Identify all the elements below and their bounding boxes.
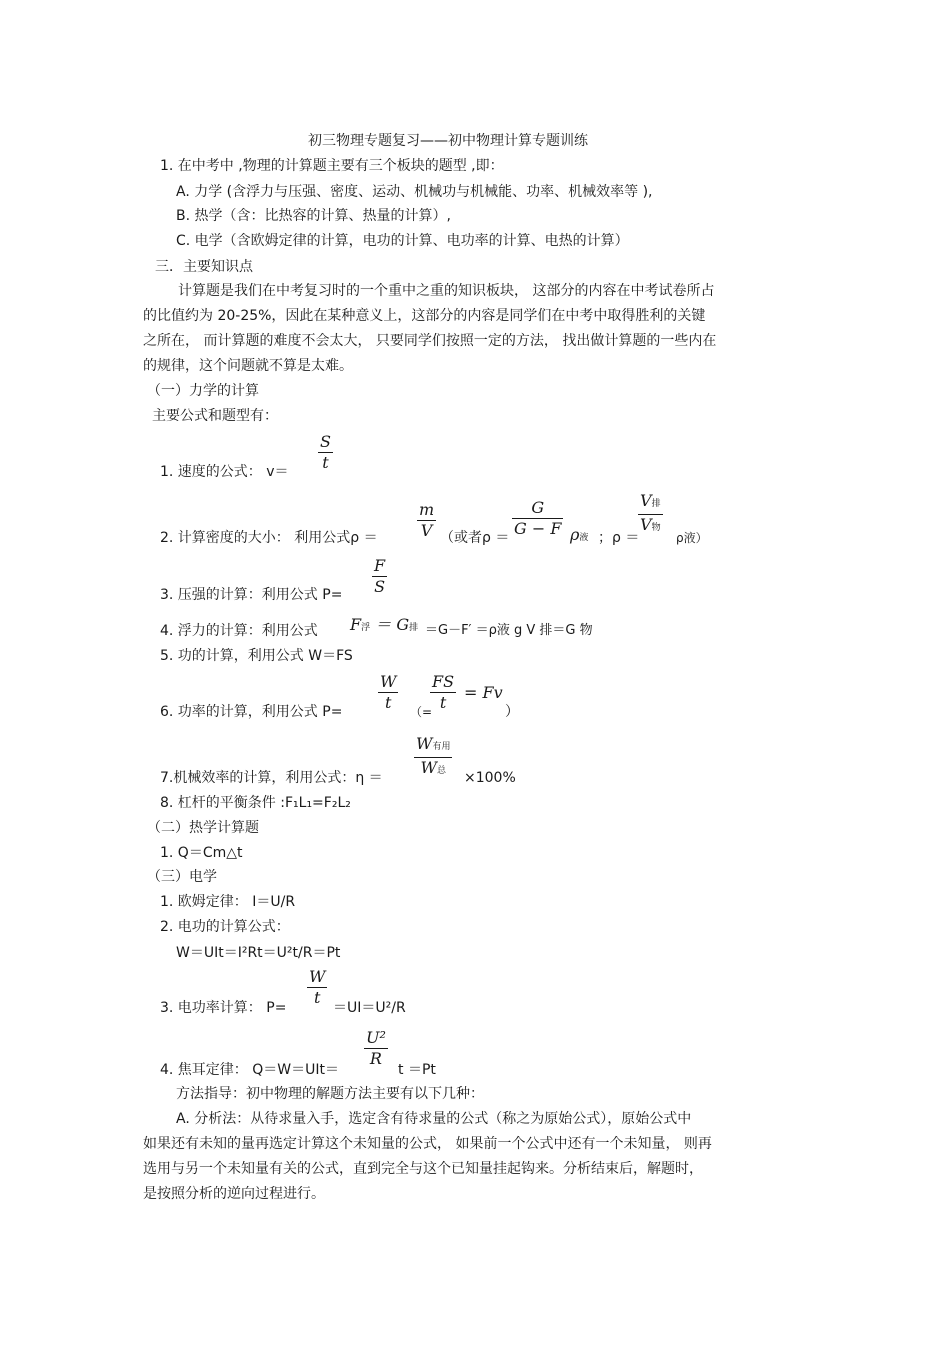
density-formula-end: ρ液） bbox=[676, 531, 708, 545]
buoyancy-formula-symbols: F浮 ＝ G排 bbox=[350, 615, 419, 634]
paragraph-line: 的比值约为 20-25%，因此在某种意义上，这部分的内容是同学们在中考中取得胜利的关键 bbox=[143, 308, 706, 324]
fraction-denominator: G − F bbox=[514, 519, 562, 538]
joule-law-fraction bbox=[364, 1028, 388, 1069]
efficiency-fraction bbox=[414, 734, 452, 781]
electric-power-tail: ＝UI＝U²/R bbox=[333, 1000, 406, 1016]
power-formula-open: （= bbox=[410, 705, 433, 719]
fraction-denominator: t bbox=[439, 693, 447, 712]
fraction-numerator: FS bbox=[432, 672, 455, 691]
density-fraction-3 bbox=[638, 491, 663, 538]
lever-formula: 8. 杠杆的平衡条件 :F₁L₁=F₂L₂ bbox=[160, 795, 351, 811]
joule-law-tail: t ＝Pt bbox=[398, 1062, 436, 1078]
fraction-denominator: W总 bbox=[420, 758, 446, 777]
fraction-denominator: R bbox=[369, 1049, 382, 1068]
fraction-numerator: V排 bbox=[640, 491, 661, 510]
fraction-numerator: m bbox=[419, 500, 435, 519]
fraction-numerator: S bbox=[320, 432, 331, 451]
fraction-numerator: U² bbox=[366, 1028, 386, 1047]
power-formula-tail: = Fv bbox=[464, 683, 503, 702]
intro-item-b: B. 热学（含：比热容的计算、热量的计算）, bbox=[176, 208, 451, 224]
electric-work-label: 2. 电功的计算公式： bbox=[160, 919, 290, 935]
electric-heading: （三）电学 bbox=[147, 869, 217, 885]
work-formula: 5. 功的计算，利用公式 W＝FS bbox=[160, 648, 353, 664]
density-formula-semi: ；ρ ＝ bbox=[598, 530, 640, 546]
intro-item-1: 1. 在中考中 ,物理的计算题主要有三个板块的题型 ,即： bbox=[160, 158, 504, 174]
speed-formula-label: 1. 速度的公式： v＝ bbox=[160, 464, 289, 480]
paragraph-line: 计算题是我们在中考复习时的一个重中之重的知识板块， 这部分的内容在中考试卷所占 bbox=[178, 283, 715, 299]
electric-power-fraction bbox=[307, 967, 327, 1008]
methods-line: 是按照分析的逆向过程进行。 bbox=[143, 1186, 325, 1202]
fraction-denominator: t bbox=[385, 693, 392, 712]
buoyancy-formula-label: 4. 浮力的计算：利用公式 bbox=[160, 623, 318, 639]
electric-power-label: 3. 电功率计算： P= bbox=[160, 1000, 287, 1016]
power-fraction-2 bbox=[430, 672, 456, 713]
methods-line: 选用与另一个未知量有关的公式，直到完全与这个已知量挂起钩来。分析结束后，解题时， bbox=[143, 1161, 703, 1177]
heat-heading: （二）热学计算题 bbox=[147, 820, 259, 836]
fraction-denominator: S bbox=[374, 577, 386, 596]
fraction-numerator: F bbox=[374, 556, 386, 575]
pressure-formula-label: 3. 压强的计算：利用公式 P= bbox=[160, 587, 343, 603]
fraction-denominator: t bbox=[314, 988, 321, 1007]
joule-law-label: 4. 焦耳定律： Q＝W＝UIt＝ bbox=[160, 1062, 339, 1078]
rho-symbol: ρ液 bbox=[570, 525, 589, 544]
intro-item-a: A. 力学 (含浮力与压强、密度、运动、机械功与机械能、功率、机械效率等 ), bbox=[176, 184, 653, 200]
pressure-fraction bbox=[372, 556, 387, 597]
mechanics-subheading: 主要公式和题型有： bbox=[152, 408, 278, 424]
density-fraction-2 bbox=[512, 498, 563, 539]
page-title: 初三物理专题复习——初中物理计算专题训练 bbox=[308, 133, 588, 149]
methods-line: A. 分析法：从待求量入手，选定含有待求量的公式（称之为原始公式），原始公式中 bbox=[176, 1111, 692, 1127]
methods-line: 如果还有未知的量再选定计算这个未知量的公式， 如果前一个公式中还有一个未知量， 则再 bbox=[143, 1136, 712, 1152]
ohm-law: 1. 欧姆定律： I＝U/R bbox=[160, 894, 296, 910]
density-fraction-1 bbox=[417, 500, 436, 541]
methods-heading: 方法指导：初中物理的解题方法主要有以下几种： bbox=[176, 1086, 484, 1102]
speed-fraction bbox=[318, 432, 333, 473]
efficiency-formula-tail: ×100% bbox=[464, 770, 516, 786]
fraction-numerator: W有用 bbox=[416, 734, 451, 753]
electric-work-formula: W＝UIt＝I²Rt＝U²t/R＝Pt bbox=[176, 945, 341, 961]
fraction-denominator: V物 bbox=[640, 515, 661, 534]
intro-item-c: C. 电学（含欧姆定律的计算，电功的计算、电功率的计算、电热的计算） bbox=[176, 233, 629, 249]
fraction-numerator: W bbox=[309, 967, 326, 986]
density-formula-label: 2. 计算密度的大小： 利用公式ρ ＝ bbox=[160, 530, 378, 546]
buoyancy-formula-rest: ＝G－F′ ＝ρ液 g V 排＝G 物 bbox=[425, 623, 593, 638]
heat-formula: 1. Q＝Cm△t bbox=[160, 845, 243, 861]
fraction-denominator: V bbox=[420, 521, 433, 540]
efficiency-formula-label: 7.机械效率的计算，利用公式：η ＝ bbox=[160, 770, 383, 786]
paragraph-line: 之所在， 而计算题的难度不会太大， 只要同学们按照一定的方法， 找出做计算题的一些内在 bbox=[143, 333, 717, 349]
power-formula-label: 6. 功率的计算，利用公式 P= bbox=[160, 704, 343, 720]
mechanics-heading: （一）力学的计算 bbox=[147, 383, 259, 399]
fraction-numerator: W bbox=[380, 672, 397, 691]
paragraph-line: 的规律，这个问题就不算是太难。 bbox=[143, 358, 353, 374]
density-formula-mid: （或者ρ ＝ bbox=[440, 530, 510, 546]
fraction-numerator: G bbox=[531, 498, 545, 517]
fraction-denominator: t bbox=[322, 453, 329, 472]
section-heading: 三．主要知识点 bbox=[155, 259, 253, 275]
power-fraction-1 bbox=[378, 672, 398, 713]
power-formula-close: ） bbox=[505, 704, 519, 720]
